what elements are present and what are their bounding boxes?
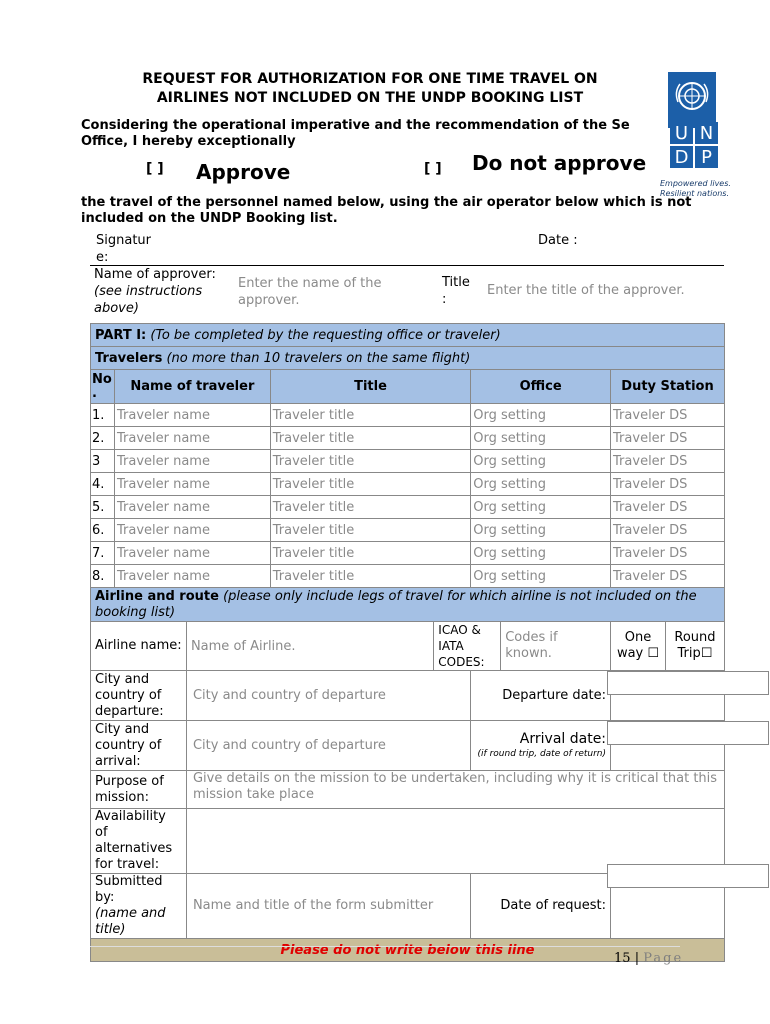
arrival-date-note: (if round trip, date of return) [477, 749, 607, 759]
traveler-ds-field[interactable]: Traveler DS [611, 473, 725, 496]
departure-date-input[interactable] [607, 671, 769, 695]
request-date-label: Date of request: [471, 874, 611, 939]
traveler-office-field[interactable]: Org setting [471, 542, 611, 565]
alternatives-label: Availability of alternatives for travel: [91, 809, 187, 874]
approver-note: (see instructions above) [94, 284, 203, 316]
request-date-input[interactable] [607, 864, 769, 888]
title-line-1: REQUEST FOR AUTHORIZATION FOR ONE TIME TRAVEL ON [142, 71, 598, 87]
row-number: 2. [91, 427, 115, 450]
row-number: 3 [91, 450, 115, 473]
traveler-office-field[interactable]: Org setting [471, 473, 611, 496]
undp-letters [668, 120, 720, 170]
traveler-title-field[interactable]: Traveler title [270, 427, 471, 450]
page-separator: | [634, 951, 640, 966]
approver-title-label: Title : [442, 275, 470, 307]
traveler-name-field[interactable]: Traveler name [114, 473, 270, 496]
traveler-ds-field[interactable]: Traveler DS [611, 404, 725, 427]
traveler-name-field[interactable]: Traveler name [114, 404, 270, 427]
submitted-field[interactable]: Name and title of the form submitter [186, 874, 470, 939]
col-no: No . [91, 370, 115, 404]
table-row [91, 542, 725, 565]
table-row [91, 404, 725, 427]
arrival-date-label: Arrival date: [519, 731, 607, 747]
travelers-header [91, 347, 725, 370]
do-not-write-notice: Please do not write below this line [91, 939, 725, 962]
row-number: 8. [91, 565, 115, 588]
traveler-office-field[interactable]: Org setting [471, 565, 611, 588]
traveler-ds-field[interactable]: Traveler DS [611, 519, 725, 542]
traveler-office-field[interactable]: Org setting [471, 496, 611, 519]
signature-label: Signatur e: [96, 233, 152, 265]
row-number: 5. [91, 496, 115, 519]
submitted-note: (name and title) [95, 906, 166, 937]
arrival-label: City and country of arrival: [91, 721, 187, 771]
submitted-label-cell [91, 874, 187, 939]
traveler-name-field[interactable]: Traveler name [114, 450, 270, 473]
traveler-ds-field[interactable]: Traveler DS [611, 542, 725, 565]
logo-letter-p: P [695, 146, 718, 168]
traveler-title-field[interactable]: Traveler title [270, 404, 471, 427]
traveler-name-field[interactable]: Traveler name [114, 427, 270, 450]
airline-name-field[interactable]: Name of Airline. [186, 622, 433, 671]
departure-field[interactable]: City and country of departure [186, 671, 470, 721]
airline-section-label: Airline and route [95, 588, 219, 604]
table-row [91, 565, 725, 588]
traveler-office-field[interactable]: Org setting [471, 427, 611, 450]
tagline-line-1: Empowered lives. [660, 179, 731, 188]
page-word: Page [643, 951, 684, 966]
traveler-title-field[interactable]: Traveler title [270, 542, 471, 565]
traveler-name-field[interactable]: Traveler name [114, 542, 270, 565]
col-duty-station: Duty Station [611, 370, 725, 404]
traveler-title-field[interactable]: Traveler title [270, 565, 471, 588]
traveler-office-field[interactable]: Org setting [471, 450, 611, 473]
purpose-field[interactable]: Give details on the mission to be undertaken, including why it is critical that this mission take place [186, 771, 724, 809]
submitted-label: Submitted by: [95, 874, 163, 905]
traveler-title-field[interactable]: Traveler title [270, 473, 471, 496]
col-title: Title [270, 370, 471, 404]
row-number: 1. [91, 404, 115, 427]
traveler-name-field[interactable]: Traveler name [114, 565, 270, 588]
approver-title-field[interactable]: Enter the title of the approver. [487, 283, 685, 298]
tagline-line-2: Resilient nations. [660, 189, 729, 198]
traveler-ds-field[interactable]: Traveler DS [611, 496, 725, 519]
codes-label: ICAO & IATA CODES: [434, 622, 501, 671]
approver-name-field[interactable]: Enter the name of the approver. [238, 276, 382, 308]
page-number-value: 15 [614, 951, 631, 966]
traveler-ds-field[interactable]: Traveler DS [611, 427, 725, 450]
date-label: Date : [538, 233, 578, 248]
table-row [91, 473, 725, 496]
logo-letter-n: N [695, 122, 718, 144]
airline-section-header [91, 588, 725, 622]
one-way-checkbox[interactable]: One way ☐ [611, 622, 666, 671]
intro-text: Considering the operational imperative and the recommendation of the Se Office, I hereby exceptionally [81, 118, 630, 149]
travelers-label: Travelers [95, 350, 163, 366]
approver-label-block [94, 266, 234, 317]
col-name: Name of traveler [114, 370, 270, 404]
logo-letter-d: D [670, 146, 693, 168]
traveler-name-field[interactable]: Traveler name [114, 496, 270, 519]
logo-letter-u: U [670, 122, 693, 144]
purpose-label: Purpose of mission: [91, 771, 187, 809]
airline-section-note: (please only include legs of travel for which airline is not included on the booking list) [95, 588, 697, 620]
round-trip-checkbox[interactable]: Round Trip☐ [665, 622, 724, 671]
traveler-ds-field[interactable]: Traveler DS [611, 450, 725, 473]
not-approve-checkbox[interactable]: [ ] [424, 161, 442, 177]
approver-label: Name of approver: [94, 267, 216, 282]
part1-header [91, 324, 725, 347]
traveler-office-field[interactable]: Org setting [471, 404, 611, 427]
traveler-ds-field[interactable]: Traveler DS [611, 565, 725, 588]
title-line-2: AIRLINES NOT INCLUDED ON THE UNDP BOOKING LIST [156, 90, 584, 106]
part1-note: (To be completed by the requesting office or traveler) [150, 327, 501, 343]
row-number: 7. [91, 542, 115, 565]
travel-statement: the travel of the personnel named below, using the air operator below which is not included on the UNDP Booking list. [81, 195, 692, 226]
arrival-date-cell-label [471, 721, 611, 771]
traveler-title-field[interactable]: Traveler title [270, 496, 471, 519]
table-row [91, 450, 725, 473]
row-number: 4. [91, 473, 115, 496]
not-approve-label: Do not approve [472, 151, 647, 175]
travelers-note: (no more than 10 travelers on the same flight) [166, 350, 471, 366]
table-row [91, 427, 725, 450]
traveler-title-field[interactable]: Traveler title [270, 519, 471, 542]
un-emblem-icon [668, 72, 716, 120]
approve-label: Approve [196, 160, 291, 184]
arrival-date-input[interactable] [607, 721, 769, 745]
traveler-title-field[interactable]: Traveler title [270, 450, 471, 473]
footer-divider [90, 946, 680, 947]
form-title [100, 70, 640, 108]
approve-checkbox[interactable]: [ ] [146, 161, 164, 177]
traveler-name-field[interactable]: Traveler name [114, 519, 270, 542]
col-office: Office [471, 370, 611, 404]
codes-field[interactable]: Codes if known. [501, 622, 611, 671]
table-row [91, 519, 725, 542]
departure-label: City and country of departure: [91, 671, 187, 721]
airline-name-label: Airline name: [91, 622, 187, 671]
part1-label: PART I: [95, 327, 147, 343]
row-number: 6. [91, 519, 115, 542]
traveler-office-field[interactable]: Org setting [471, 519, 611, 542]
arrival-field[interactable]: City and country of departure [186, 721, 470, 771]
departure-date-label: Departure date: [471, 671, 611, 721]
page-number [614, 951, 683, 966]
table-row [91, 496, 725, 519]
